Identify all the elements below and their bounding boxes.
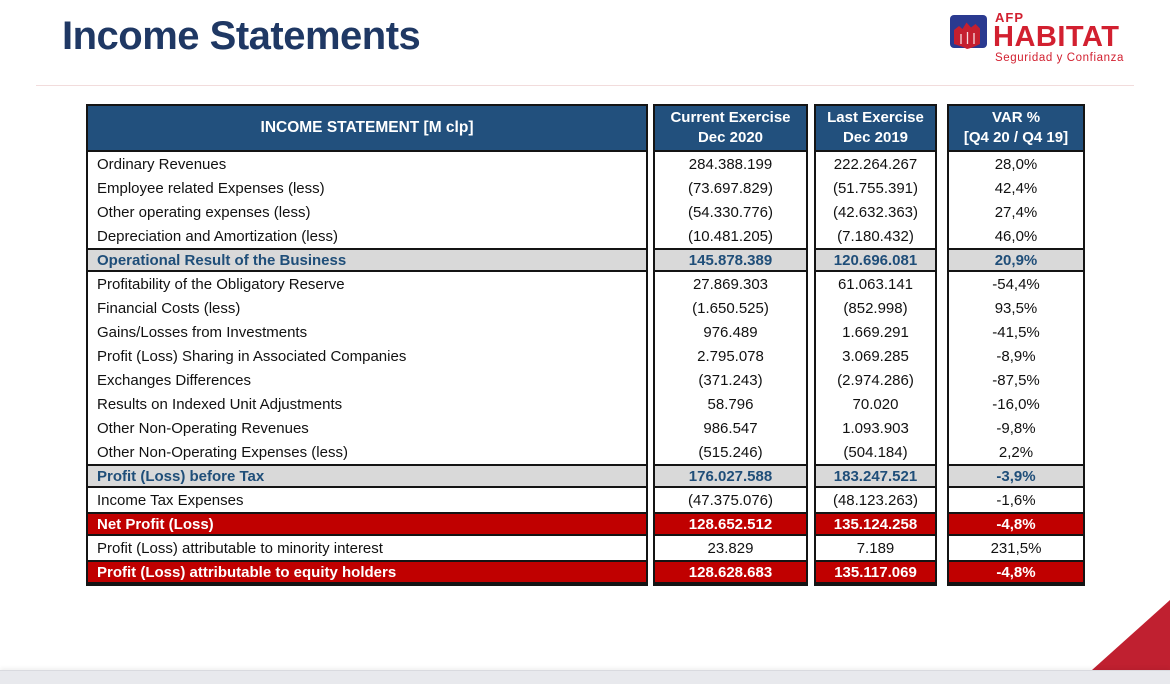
- title-divider: [36, 85, 1134, 86]
- current-exercise-value: 176.027.588: [655, 464, 806, 488]
- last-exercise-value: (42.632.363): [832, 203, 919, 221]
- var-percent-value: -9,8%: [996, 419, 1036, 437]
- column-labels-body: [88, 152, 646, 584]
- var-percent-value: 46,0%: [994, 227, 1038, 245]
- current-exercise-value: 23.829: [707, 539, 754, 557]
- row-label: Other Non-Operating Expenses (less): [97, 443, 348, 461]
- var-percent-value: 42,4%: [994, 179, 1038, 197]
- column-header-label: INCOME STATEMENT [M clp]: [88, 106, 646, 152]
- var-percent-value: 93,5%: [994, 299, 1038, 317]
- column-header-last: [816, 106, 935, 152]
- column-last-body: [816, 152, 935, 584]
- last-exercise-value: 135.124.258: [816, 512, 935, 536]
- var-percent-value: -41,5%: [992, 323, 1040, 341]
- row-label: Employee related Expenses (less): [97, 179, 325, 197]
- var-percent-value: 2,2%: [998, 443, 1034, 461]
- page-title: Income Statements: [62, 14, 421, 58]
- last-exercise-value: 7.189: [856, 539, 895, 557]
- column-header-last-line1: Last Exercise: [827, 108, 924, 126]
- row-label: Net Profit (Loss): [88, 512, 646, 536]
- column-labels: [86, 104, 648, 586]
- current-exercise-value: 58.796: [707, 395, 754, 413]
- logo-tagline: Seguridad y Confianza: [995, 51, 1124, 64]
- current-exercise-value: (1.650.525): [692, 299, 769, 317]
- column-current-body: [655, 152, 806, 584]
- logo-habitat-label: HABITAT: [993, 21, 1120, 53]
- current-exercise-value: 27.869.303: [692, 275, 769, 293]
- current-exercise-value: (515.246): [698, 443, 763, 461]
- var-percent-value: 27,4%: [994, 203, 1038, 221]
- var-percent-value: -3,9%: [949, 464, 1083, 488]
- current-exercise-value: (10.481.205): [687, 227, 774, 245]
- current-exercise-value: (47.375.076): [687, 491, 774, 509]
- row-label: Ordinary Revenues: [97, 155, 227, 173]
- current-exercise-value: (73.697.829): [687, 179, 774, 197]
- current-exercise-value: (371.243): [698, 371, 763, 389]
- var-percent-value: -16,0%: [992, 395, 1040, 413]
- row-label: Gains/Losses from Investments: [97, 323, 308, 341]
- column-header-current: [655, 106, 806, 152]
- row-label: Financial Costs (less): [97, 299, 241, 317]
- current-exercise-value: (54.330.776): [687, 203, 774, 221]
- last-exercise-value: 135.117.069: [816, 560, 935, 584]
- var-percent-value: 231,5%: [990, 539, 1042, 557]
- var-percent-value: -1,6%: [996, 491, 1036, 509]
- habitat-castle-icon: [950, 15, 990, 51]
- last-exercise-value: 1.093.903: [842, 419, 909, 437]
- income-statement-table: [86, 104, 1085, 586]
- current-exercise-value: 976.489: [703, 323, 758, 341]
- current-exercise-value: 284.388.199: [688, 155, 773, 173]
- last-exercise-value: (51.755.391): [832, 179, 919, 197]
- var-percent-value: -4,8%: [949, 560, 1083, 584]
- row-label: Profit (Loss) attributable to equity holders: [88, 560, 646, 584]
- row-label: Other Non-Operating Revenues: [97, 419, 309, 437]
- var-percent-value: -54,4%: [992, 275, 1040, 293]
- var-percent-value: 20,9%: [949, 248, 1083, 272]
- current-exercise-value: 128.652.512: [655, 512, 806, 536]
- column-header-var-line2: [Q4 20 / Q4 19]: [963, 129, 1069, 146]
- column-var-percent: [947, 104, 1085, 586]
- current-exercise-value: 145.878.389: [655, 248, 806, 272]
- var-percent-value: -87,5%: [992, 371, 1040, 389]
- row-label: Results on Indexed Unit Adjustments: [97, 395, 343, 413]
- row-label: Profit (Loss) Sharing in Associated Companies: [97, 347, 407, 365]
- current-exercise-value: 2.795.078: [697, 347, 764, 365]
- row-label: Operational Result of the Business: [88, 248, 646, 272]
- var-percent-value: 28,0%: [994, 155, 1038, 173]
- corner-triangle-decoration: [1092, 600, 1170, 670]
- column-last-exercise: [814, 104, 937, 586]
- row-label: Depreciation and Amortization (less): [97, 227, 338, 245]
- var-percent-value: -8,9%: [996, 347, 1036, 365]
- row-label: Profit (Loss) attributable to minority interest: [97, 539, 383, 557]
- row-label: Other operating expenses (less): [97, 203, 311, 221]
- last-exercise-value: 70.020: [852, 395, 899, 413]
- column-header-current-line1: Current Exercise: [670, 108, 791, 126]
- last-exercise-value: 3.069.285: [842, 347, 909, 365]
- last-exercise-value: (7.180.432): [837, 227, 914, 245]
- logo-afp-label: AFP: [995, 10, 1024, 25]
- habitat-logo: [950, 11, 1124, 64]
- row-label: Exchanges Differences: [97, 371, 251, 389]
- row-label: Profit (Loss) before Tax: [88, 464, 646, 488]
- column-var-body: [949, 152, 1083, 584]
- column-header-var: [949, 106, 1083, 152]
- last-exercise-value: (852.998): [843, 299, 908, 317]
- last-exercise-value: (48.123.263): [832, 491, 919, 509]
- last-exercise-value: 1.669.291: [842, 323, 909, 341]
- row-label: Income Tax Expenses: [97, 491, 244, 509]
- last-exercise-value: 222.264.267: [833, 155, 918, 173]
- var-percent-value: -4,8%: [949, 512, 1083, 536]
- column-header-current-line2: Dec 2020: [697, 129, 764, 146]
- bottom-bar: [0, 670, 1170, 684]
- current-exercise-value: 986.547: [703, 419, 758, 437]
- last-exercise-value: 120.696.081: [816, 248, 935, 272]
- habitat-logo-text: [993, 11, 1124, 64]
- row-label: Profitability of the Obligatory Reserve: [97, 275, 345, 293]
- current-exercise-value: 128.628.683: [655, 560, 806, 584]
- column-header-var-line1: VAR %: [991, 108, 1041, 126]
- last-exercise-value: (504.184): [843, 443, 908, 461]
- last-exercise-value: 183.247.521: [816, 464, 935, 488]
- column-header-last-line2: Dec 2019: [842, 129, 909, 146]
- column-current-exercise: [653, 104, 808, 586]
- last-exercise-value: (2.974.286): [837, 371, 914, 389]
- last-exercise-value: 61.063.141: [837, 275, 914, 293]
